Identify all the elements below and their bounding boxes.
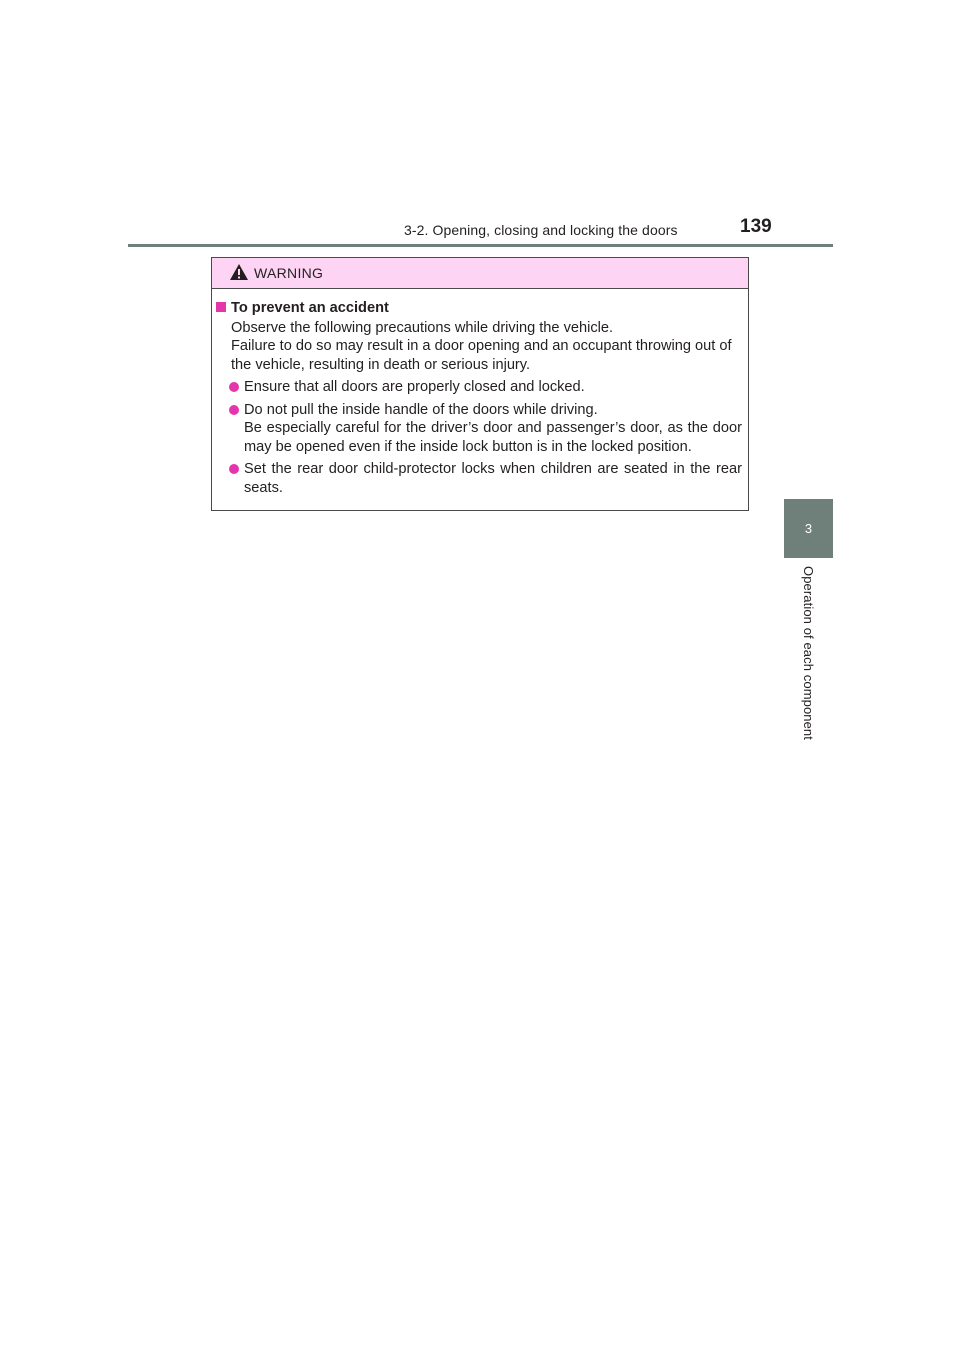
list-item <box>216 460 742 497</box>
chapter-title: Operation of each component <box>801 566 816 740</box>
chapter-number: 3 <box>804 521 813 536</box>
intro-line: Observe the following precautions while driving the vehicle. <box>231 319 614 336</box>
intro-line: Failure to do so may result in a door opening and an occupant throwing out of the vehicle, resulting in death or serious injury. <box>231 338 732 373</box>
list-item <box>216 378 742 397</box>
header-divider <box>128 244 833 247</box>
warning-body <box>212 289 748 497</box>
list-item <box>216 401 742 457</box>
bullet-dot-icon <box>229 382 239 392</box>
warning-box <box>211 257 749 511</box>
square-bullet-icon <box>216 302 226 312</box>
section-title: 3-2. Opening, closing and locking the doors <box>404 222 678 238</box>
bullet-dot-icon <box>229 464 239 474</box>
warning-triangle-icon <box>229 263 249 281</box>
list-item-text: Ensure that all doors are properly closed and locked. <box>244 379 585 395</box>
list-item-text: Do not pull the inside handle of the doors while driving. <box>244 401 598 418</box>
warning-subheading <box>216 299 742 318</box>
page-number: 139 <box>740 216 772 237</box>
chapter-tab <box>784 499 833 558</box>
list-item-text: Be especially careful for the driver’s door and passenger’s door, as the door may be opened even if the inside lock button is in the locked position. <box>244 420 742 455</box>
warning-header <box>212 258 748 289</box>
warning-intro <box>216 319 742 375</box>
warning-label: WARNING <box>254 265 324 281</box>
subheading-text: To prevent an accident <box>231 300 389 316</box>
bullet-dot-icon <box>229 405 239 415</box>
list-item-text: Set the rear door child-protector locks when children are seated in the rear seats. <box>244 461 742 496</box>
